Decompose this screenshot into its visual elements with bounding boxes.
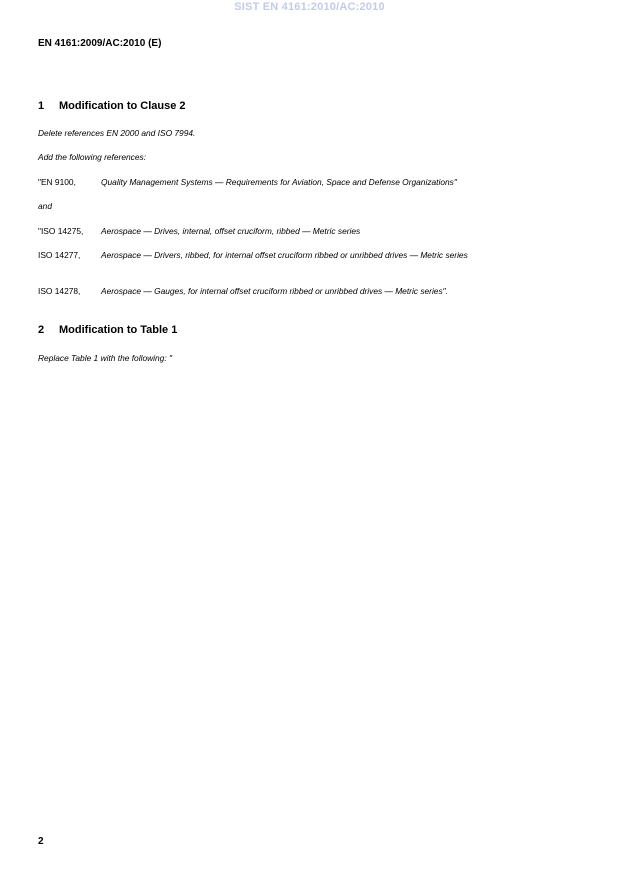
section-2-heading (38, 324, 177, 336)
and-text: and (38, 201, 52, 211)
reference-en-9100 (38, 177, 548, 188)
add-references-text: Add the following references: (38, 152, 147, 162)
reference-iso-14275 (38, 226, 548, 237)
delete-references-text: Delete references EN 2000 and ISO 7994. (38, 128, 196, 138)
reference-iso-14277 (38, 250, 548, 261)
reference-code: "EN 9100, (38, 177, 76, 187)
reference-title: Aerospace — Gauges, for internal offset cruciform ribbed or unribbed drives — Metric series". (101, 286, 448, 296)
reference-code: ISO 14278, (38, 286, 81, 296)
replace-table-text: Replace Table 1 with the following: " (38, 353, 172, 363)
section-1-number: 1 (38, 100, 45, 112)
reference-code: "ISO 14275, (38, 226, 84, 236)
reference-title: Aerospace — Drivers, ribbed, for internal offset cruciform ribbed or unribbed drives — Metric series (101, 250, 468, 260)
section-1-heading (38, 100, 186, 112)
reference-code: ISO 14277, (38, 250, 81, 260)
watermark: SIST EN 4161:2010/AC:2010 (234, 1, 385, 13)
reference-title: Aerospace — Drives, internal, offset cruciform, ribbed — Metric series (101, 226, 361, 236)
page-number: 2 (38, 836, 44, 847)
section-1-title: Modification to Clause 2 (59, 100, 186, 112)
document-id: EN 4161:2009/AC:2010 (E) (38, 38, 162, 49)
reference-iso-14278 (38, 286, 548, 297)
section-2-number: 2 (38, 324, 45, 336)
section-2-title: Modification to Table 1 (59, 324, 178, 336)
reference-title: Quality Management Systems — Requirements for Aviation, Space and Defense Organizations" (101, 177, 457, 187)
